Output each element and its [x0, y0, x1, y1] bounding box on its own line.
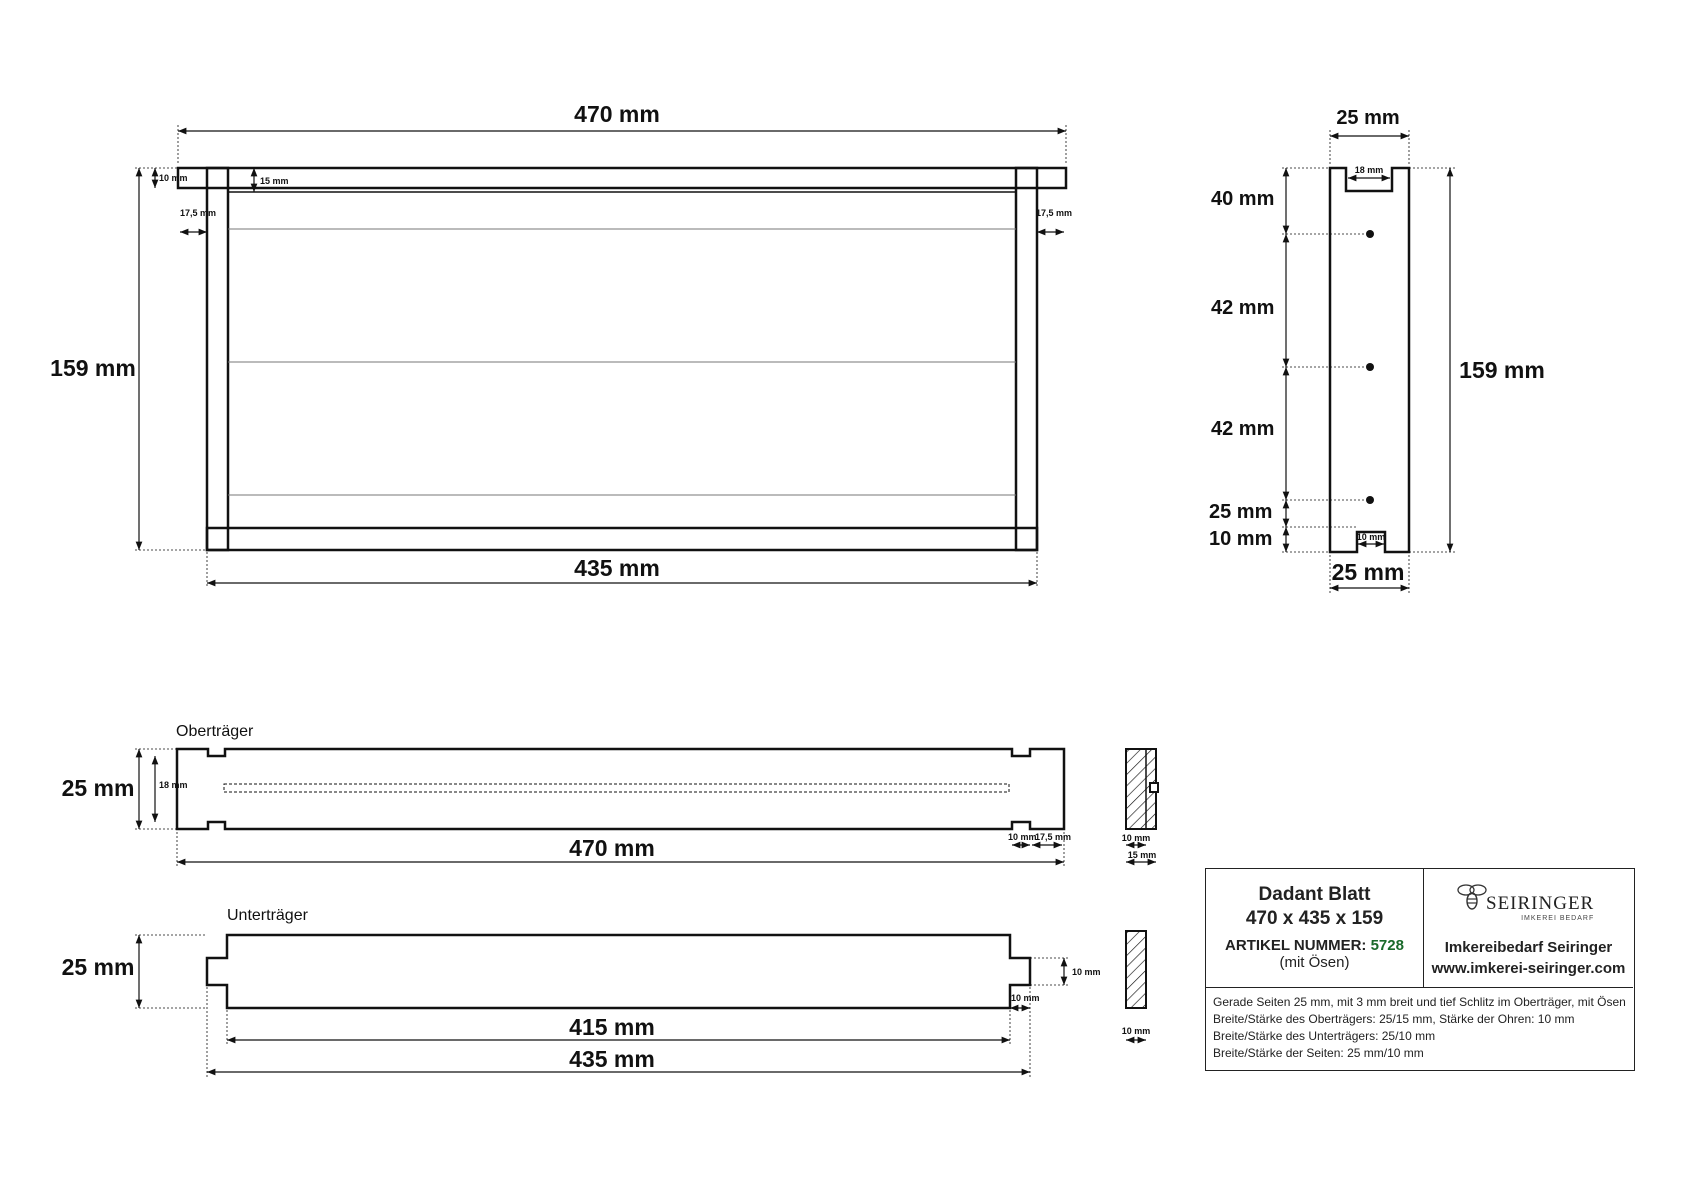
side-seg4-label: 25 mm	[1209, 501, 1273, 523]
logo-text: SEIRINGER	[1486, 893, 1595, 914]
oberträger-section-b-label: 15 mm	[1127, 850, 1157, 860]
side-bar-outline	[1330, 168, 1409, 552]
unterträger-length-label: 435 mm	[569, 1046, 655, 1072]
oberträger-height-label: 25 mm	[61, 775, 135, 801]
unterträger-label: Unterträger	[227, 907, 308, 924]
eyelet	[1366, 363, 1374, 371]
front-top-bar	[178, 168, 1066, 188]
unterträger-section	[1126, 931, 1146, 1008]
product-name: Dadant Blatt	[1258, 884, 1371, 905]
oberträger-slot	[224, 784, 1009, 792]
front-dimensions	[135, 125, 1066, 588]
side-seg2-label: 42 mm	[1211, 297, 1275, 319]
side-height-label: 159 mm	[1459, 357, 1545, 383]
side-slot-label: 18 mm	[1354, 165, 1384, 175]
company-website[interactable]: www.imkerei-seiringer.com	[1431, 960, 1626, 977]
side-seg1-label: 40 mm	[1211, 188, 1275, 210]
oberträger-outline	[177, 749, 1064, 829]
eyelet	[1366, 230, 1374, 238]
logo-subtext: IMKEREI BEDARF	[1521, 915, 1595, 922]
front-left-side	[207, 168, 228, 550]
title-block-product	[1206, 869, 1424, 987]
oberträger-length-label: 470 mm	[569, 835, 655, 861]
title-block	[1205, 868, 1635, 1071]
company-name: Imkereibedarf Seiringer	[1444, 939, 1613, 956]
front-height-label: 159 mm	[50, 355, 136, 381]
unterträger-shoulder-label: 10 mm	[1011, 993, 1040, 1003]
side-width-bottom-label: 25 mm	[1331, 559, 1405, 585]
note-line: Breite/Stärke der Seiten: 25 mm/10 mm	[1213, 1046, 1424, 1060]
note-line: Gerade Seiten 25 mm, mit 3 mm breit und tief Schlitz im Oberträger, mit Ösen	[1213, 995, 1626, 1009]
side-bottom-slot-label: 10 mm	[1356, 532, 1386, 542]
product-dimensions: 470 x 435 x 159	[1245, 908, 1384, 929]
side-eyelets	[1366, 230, 1374, 504]
article-row	[1206, 937, 1423, 954]
front-inner-width-label: 435 mm	[574, 555, 660, 581]
oberträger-section	[1126, 749, 1158, 829]
front-ear-thickness-label: 10 mm	[159, 173, 188, 183]
front-width-label: 470 mm	[574, 101, 660, 127]
note-line: Breite/Stärke des Oberträgers: 25/15 mm, Stärke der Ohren: 10 mm	[1213, 1012, 1575, 1026]
article-label: ARTIKEL NUMMER:	[1225, 937, 1367, 954]
side-width-top-label: 25 mm	[1336, 107, 1400, 129]
front-right-side	[1016, 168, 1037, 550]
unterträger-inner-length-label: 415 mm	[569, 1014, 655, 1040]
unterträger-tenon-label: 10 mm	[1072, 967, 1101, 977]
unterträger-view	[207, 935, 1030, 1008]
unterträger-section-label: 10 mm	[1121, 1026, 1151, 1036]
front-view	[178, 168, 1066, 550]
variant-label: (mit Ösen)	[1279, 954, 1350, 971]
unterträger-outline	[207, 935, 1030, 1008]
oberträger-ear-label: 17,5 mm	[1035, 832, 1072, 842]
company-logo	[1424, 881, 1633, 921]
oberträger-view	[177, 749, 1064, 829]
front-ear-left-label: 17,5 mm	[180, 208, 217, 218]
oberträger-notch-label: 10 mm	[1008, 832, 1037, 842]
note-line: Breite/Stärke des Unterträgers: 25/10 mm	[1213, 1029, 1436, 1043]
title-block-notes	[1206, 987, 1633, 1071]
side-seg3-label: 42 mm	[1211, 418, 1275, 440]
oberträger-label: Oberträger	[176, 723, 254, 740]
eyelet	[1366, 496, 1374, 504]
side-seg5-label: 10 mm	[1209, 528, 1273, 550]
front-ear-right-label: 17,5 mm	[1036, 208, 1073, 218]
front-bottom-bar	[207, 528, 1037, 550]
unterträger-height-label: 25 mm	[61, 954, 135, 980]
oberträger-section-a-label: 10 mm	[1121, 833, 1151, 843]
article-number: 5728	[1370, 937, 1404, 954]
front-top-thickness-label: 15 mm	[260, 176, 289, 186]
side-view	[1330, 168, 1409, 552]
side-dimensions	[1282, 130, 1455, 593]
title-block-company	[1424, 869, 1633, 987]
oberträger-inner-label: 18 mm	[159, 780, 188, 790]
